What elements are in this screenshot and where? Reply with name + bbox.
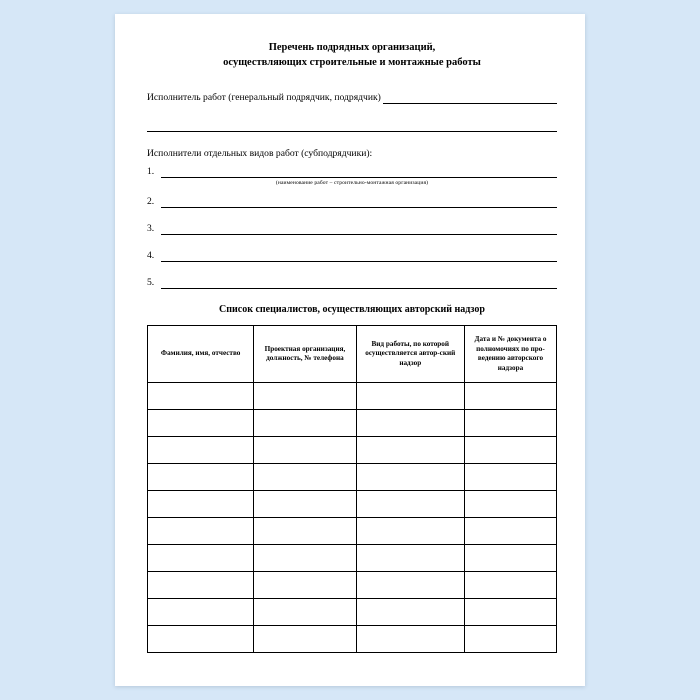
subcontractor-input-line-5[interactable] (161, 277, 557, 289)
table-cell[interactable] (356, 518, 464, 545)
list-item (147, 277, 557, 289)
table-cell[interactable] (254, 518, 356, 545)
title-line-1: Перечень подрядных организаций, (268, 42, 436, 53)
list-item (147, 196, 557, 208)
table-cell[interactable] (254, 599, 356, 626)
subcontractors-list (147, 166, 557, 289)
table-cell[interactable] (148, 572, 254, 599)
table-row (148, 626, 557, 653)
list-item-number: 1. (147, 166, 155, 177)
table-cell[interactable] (148, 437, 254, 464)
table-cell[interactable] (254, 464, 356, 491)
list-item (147, 250, 557, 262)
contractor-input-line[interactable] (383, 92, 557, 104)
table-cell[interactable] (148, 383, 254, 410)
table-cell[interactable] (254, 626, 356, 653)
table-cell[interactable] (148, 491, 254, 518)
table-cell[interactable] (356, 437, 464, 464)
table-cell[interactable] (464, 599, 556, 626)
table-cell[interactable] (464, 383, 556, 410)
contractor-label: Исполнитель работ (генеральный подрядчик, подрядчик) (147, 92, 381, 103)
table-cell[interactable] (254, 437, 356, 464)
list-item-number: 5. (147, 277, 155, 288)
table-cell[interactable] (254, 491, 356, 518)
table-cell[interactable] (464, 491, 556, 518)
table-row (148, 518, 557, 545)
table-cell[interactable] (464, 545, 556, 572)
table-cell[interactable] (254, 410, 356, 437)
table-cell[interactable] (254, 383, 356, 410)
contractor-field-row (147, 92, 557, 104)
list-item (147, 166, 557, 178)
table-row (148, 410, 557, 437)
table-cell[interactable] (148, 518, 254, 545)
subcontractors-label: Исполнители отдельных видов работ (субподрядчики): (147, 148, 373, 159)
document-content (147, 40, 557, 653)
table-row (148, 464, 557, 491)
table-cell[interactable] (464, 464, 556, 491)
table-cell[interactable] (464, 437, 556, 464)
table-cell[interactable] (464, 410, 556, 437)
subcontractor-input-line-3[interactable] (161, 223, 557, 235)
contractor-input-line-2[interactable] (147, 120, 557, 132)
table-row (148, 491, 557, 518)
list-item-number: 3. (147, 223, 155, 234)
table-cell[interactable] (148, 545, 254, 572)
table-row (148, 545, 557, 572)
table-row (148, 599, 557, 626)
first-line-caption: (наименование работ – строительно-монтажная организация) (275, 180, 429, 186)
table-cell[interactable] (464, 572, 556, 599)
table-cell[interactable] (464, 518, 556, 545)
table-cell[interactable] (148, 464, 254, 491)
subcontractor-input-line-4[interactable] (161, 250, 557, 262)
table-header-cell-organization: Проектная организация, должность, № телефона (254, 326, 356, 383)
table-cell[interactable] (148, 599, 254, 626)
table-cell[interactable] (254, 545, 356, 572)
subcontractor-input-line-1[interactable] (161, 166, 557, 178)
table-header-cell-work-type: Вид работы, по которой осуществляется автор-ский надзор (356, 326, 464, 383)
list-item-number: 4. (147, 250, 155, 261)
table-cell[interactable] (356, 626, 464, 653)
title-line-2: осуществляющих строительные и монтажные работы (223, 57, 481, 68)
page-title (147, 40, 557, 70)
list-item-number: 2. (147, 196, 155, 207)
table-header-cell-authority-document: Дата и № документа о полномочиях по про-ведению авторского надзора (464, 326, 556, 383)
table-row (148, 572, 557, 599)
table-cell[interactable] (148, 410, 254, 437)
table-row (148, 437, 557, 464)
table-cell[interactable] (356, 491, 464, 518)
table-cell[interactable] (356, 383, 464, 410)
table-cell[interactable] (356, 572, 464, 599)
table-cell[interactable] (356, 599, 464, 626)
table-cell[interactable] (356, 410, 464, 437)
table-title: Список специалистов, осуществляющих авторский надзор (219, 304, 485, 315)
table-row (148, 383, 557, 410)
table-cell[interactable] (148, 626, 254, 653)
table-cell[interactable] (254, 572, 356, 599)
table-cell[interactable] (356, 464, 464, 491)
subcontractor-input-line-2[interactable] (161, 196, 557, 208)
table-cell[interactable] (464, 626, 556, 653)
document-page (115, 14, 585, 686)
table-header-row (148, 326, 557, 383)
list-item (147, 223, 557, 235)
table-header-cell-name: Фамилия, имя, отчество (148, 326, 254, 383)
table-cell[interactable] (356, 545, 464, 572)
supervision-specialists-table (147, 325, 557, 653)
